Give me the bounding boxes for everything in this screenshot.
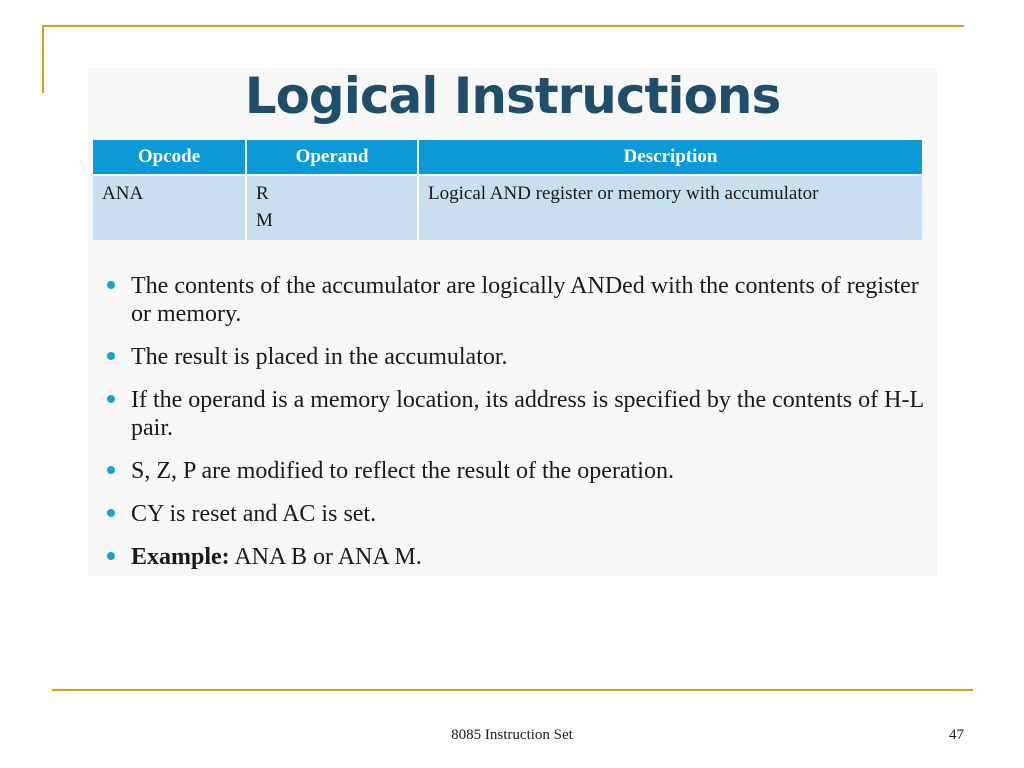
operand-line: M: [256, 210, 273, 231]
bullet-text: S, Z, P are modified to reflect the result of the operation.: [131, 458, 674, 484]
list-item: [104, 457, 924, 485]
bullet-icon: [107, 281, 115, 289]
frame-top-line: [42, 25, 964, 27]
cell-description: Logical AND register or memory with accumulator: [419, 174, 922, 240]
table-row: [93, 174, 922, 240]
frame-bottom-line: [52, 689, 973, 691]
list-item: [104, 500, 924, 528]
cell-operand: [247, 174, 419, 240]
bullet-text: CY is reset and AC is set.: [131, 501, 377, 527]
bullet-icon: [107, 509, 115, 517]
example-label: Example:: [131, 544, 230, 570]
list-item: [104, 272, 924, 328]
bullet-list: [104, 272, 924, 586]
bullet-text: The result is placed in the accumulator.: [131, 344, 508, 370]
footer-text: 8085 Instruction Set: [451, 727, 573, 743]
bullet-icon: [107, 395, 115, 403]
slide-title: Logical Instructions: [244, 67, 781, 125]
header-opcode: Opcode: [93, 140, 247, 174]
bullet-icon: [107, 552, 115, 560]
content-panel: [88, 68, 937, 576]
list-item: [104, 343, 924, 371]
cell-opcode: ANA: [93, 174, 247, 240]
page-number: 47: [949, 727, 964, 743]
header-operand: Operand: [247, 140, 419, 174]
bullet-text: The contents of the accumulator are logically ANDed with the contents of register or memory.: [131, 273, 919, 327]
header-description: Description: [419, 140, 922, 174]
operand-line: R: [256, 183, 269, 204]
frame-left-line: [42, 25, 44, 93]
table-header-row: [93, 140, 922, 174]
bullet-text: If the operand is a memory location, its address is specified by the contents of H-L pair.: [131, 387, 924, 441]
list-item: [104, 386, 924, 442]
example-text: ANA B or ANA M.: [229, 544, 422, 570]
list-item-example: [104, 543, 924, 571]
bullet-icon: [107, 466, 115, 474]
instruction-table: [93, 140, 922, 240]
bullet-icon: [107, 352, 115, 360]
